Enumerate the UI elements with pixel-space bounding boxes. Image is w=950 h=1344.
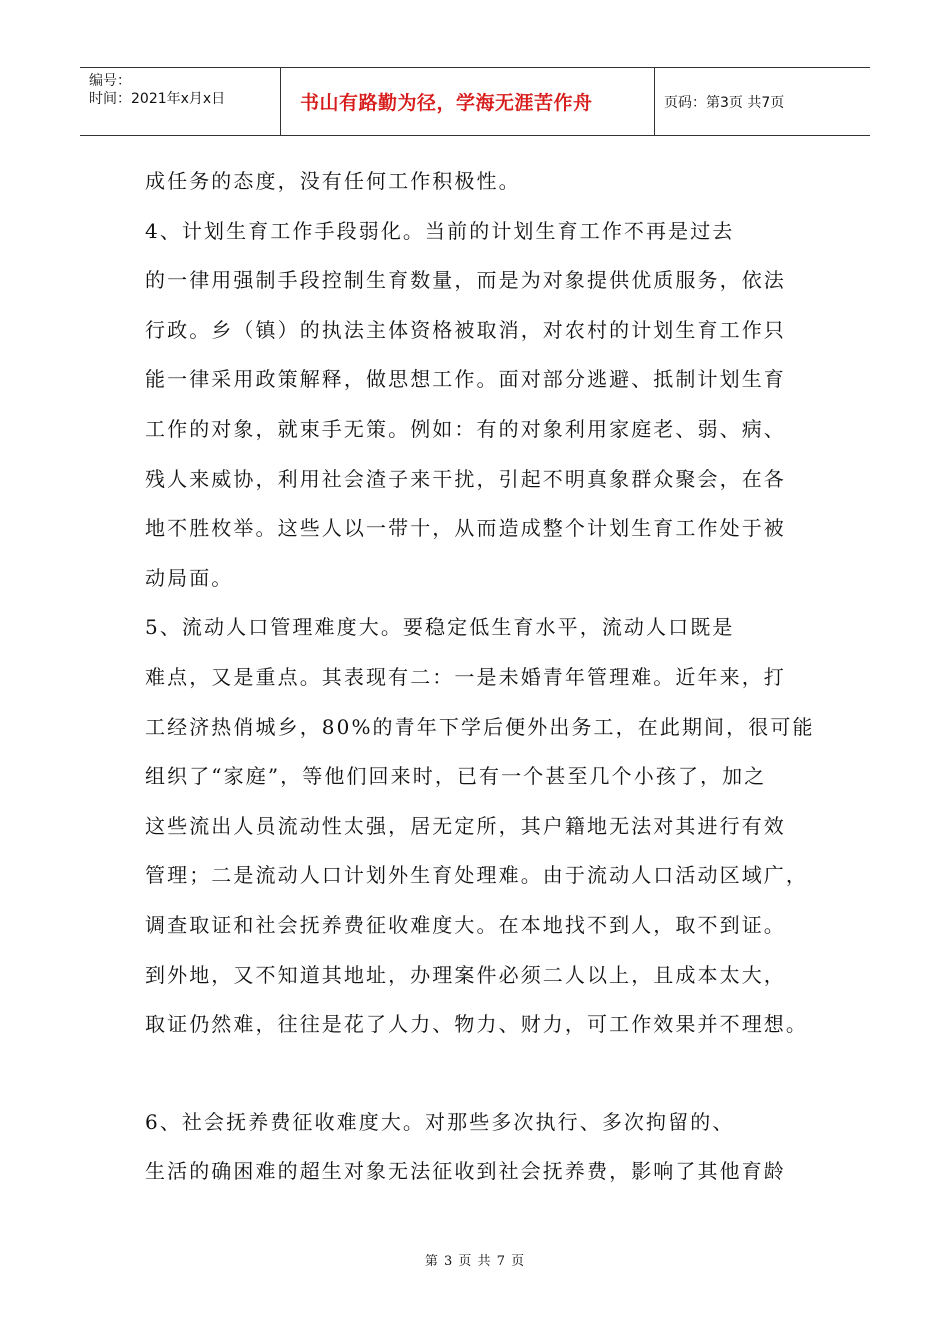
text-line: 工作的对象，就束手无策。例如：有的对象利用家庭老、弱、病、 xyxy=(145,416,786,441)
document-header xyxy=(80,67,870,136)
text-line: 生活的确困难的超生对象无法征收到社会抚养费，影响了其他育龄 xyxy=(145,1159,786,1184)
document-time-label: 时间：2021年x月x日 xyxy=(89,91,226,107)
text-line: 这些流出人员流动性太强，居无定所，其户籍地无法对其进行有效 xyxy=(145,813,786,838)
header-motto: 书山有路勤为径，学海无涯苦作舟 xyxy=(281,68,655,135)
text-line: 4、计划生育工作手段弱化。当前的计划生育工作不再是过去 xyxy=(145,218,735,243)
text-line: 6、社会抚养费征收难度大。对那些多次执行、多次拘留的、 xyxy=(145,1109,735,1134)
text-line: 取证仍然难，往往是花了人力、物力、财力，可工作效果并不理想。 xyxy=(145,1012,808,1037)
text-line: 管理；二是流动人口计划外生育处理难。由于流动人口活动区域广， xyxy=(145,863,808,888)
text-line: 到外地，又不知道其地址，办理案件必须二人以上，且成本太大， xyxy=(145,962,786,987)
text-line: 动局面。 xyxy=(145,565,234,590)
text-line: 工经济热俏城乡，80%的青年下学后便外出务工，在此期间，很可能 xyxy=(145,714,815,739)
header-meta xyxy=(80,68,281,135)
text-line: 成任务的态度，没有任何工作积极性。 xyxy=(145,169,521,193)
text-line: 调查取证和社会抚养费征收难度大。在本地找不到人，取不到证。 xyxy=(145,912,786,937)
text-line: 组织了“家庭”，等他们回来时，已有一个甚至几个小孩了，加之 xyxy=(145,764,767,789)
document-number-label: 编号： xyxy=(89,73,131,89)
page-footer: 第 3 页 共 7 页 xyxy=(424,1254,526,1269)
text-line: 行政。乡（镇）的执法主体资格被取消，对农村的计划生育工作只 xyxy=(145,317,786,342)
paragraph-spacer xyxy=(145,1050,835,1098)
text-line: 残人来威协，利用社会渣子来干扰，引起不明真象群众聚会，在各 xyxy=(145,466,786,491)
text-line: 难点，又是重点。其表现有二：一是未婚青年管理难。近年来，打 xyxy=(145,664,786,689)
document-body xyxy=(145,157,835,1197)
text-line: 能一律采用政策解释，做思想工作。面对部分逃避、抵制计划生育 xyxy=(145,367,786,392)
text-line: 的一律用强制手段控制生育数量，而是为对象提供优质服务，依法 xyxy=(145,268,786,293)
text-line: 地不胜枚举。这些人以一带十，从而造成整个计划生育工作处于被 xyxy=(145,516,786,541)
header-page-info: 页码：第3页 共7页 xyxy=(664,94,785,111)
text-line: 5、流动人口管理难度大。要稳定低生育水平，流动人口既是 xyxy=(145,615,735,640)
